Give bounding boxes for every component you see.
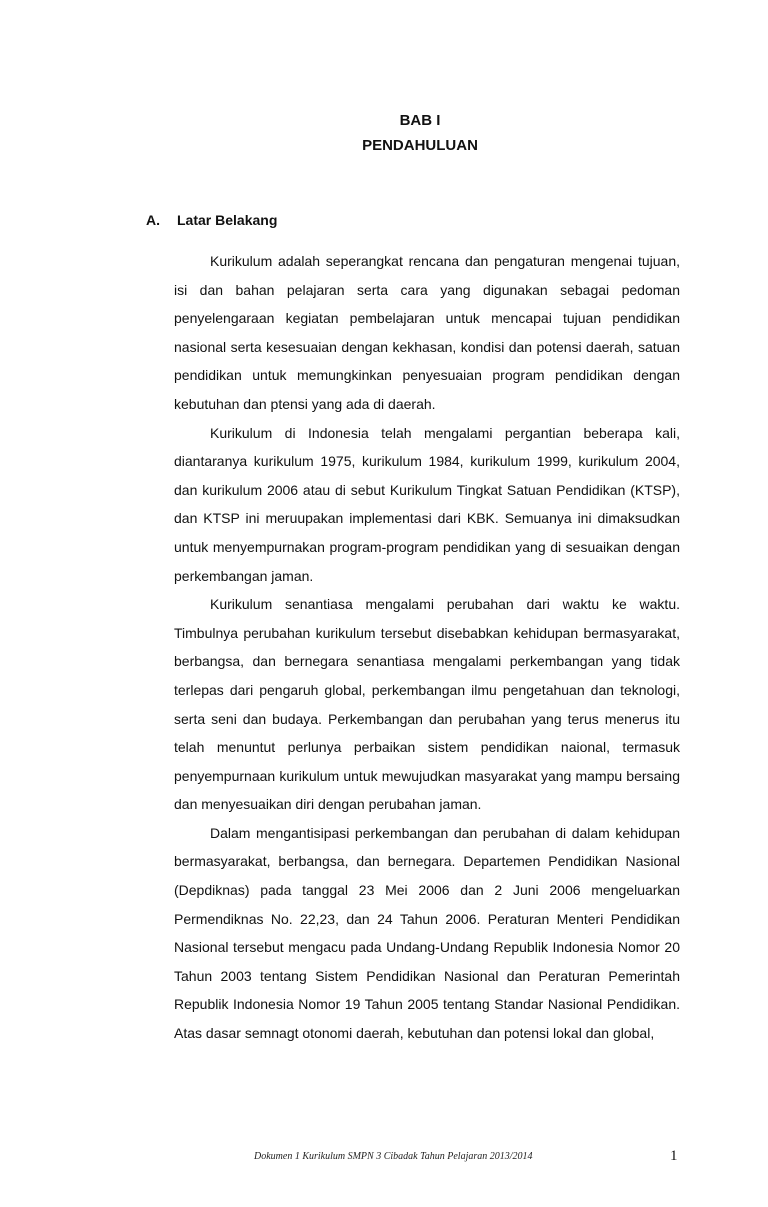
paragraph: Kurikulum di Indonesia telah mengalami pergantian beberapa kali, diantaranya kurikulum 1975, kurikulum 1984, kurikulum 1999, kurikulum 2004, dan kurikulum 2006 atau di sebut Kurikulum Tingkat Satuan Pendidikan (KTSP), dan KTSP ini meruupakan implementasi dari KBK. Semuanya ini dimaksudkan untuk menyempurnakan program-program pendidikan yang di sesuaikan dengan perkembangan jaman. [174, 424, 680, 584]
section-heading [146, 211, 277, 229]
body-text [174, 247, 680, 1048]
paragraph: Kurikulum senantiasa mengalami perubahan dari waktu ke waktu. Timbulnya perubahan kurikulum tersebut disebabkan kehidupan bermasyarakat, berbangsa, dan bernegara senantiasa mengalami perkembangan yang tidak terlepas dari pengaruh global, perkembangan ilmu pengetahuan dan teknologi, serta seni dan budaya. Perkembangan dan perubahan yang terus menerus itu telah menuntut perlunya perbaikan sistem pendidikan naional, termasuk penyempurnaan kurikulum untuk mewujudkan masyarakat yang mampu bersaing dan menyesuaikan diri dengan perubahan jaman. [174, 596, 680, 813]
page-footer: Dokumen 1 Kurikulum SMPN 3 Cibadak Tahun Pelajaran 2013/2014 [254, 1151, 533, 1162]
chapter-title: PENDAHULUAN [362, 137, 478, 154]
page-number: 1 [670, 1148, 678, 1164]
paragraph: Kurikulum adalah seperangkat rencana dan pengaturan mengenai tujuan, isi dan bahan pelajaran serta cara yang digunakan sebagai pedoman penyelengaraan kegiatan pembelajaran untuk mencapai tujuan pendidikan nasional serta kesesuaian dengan kekhasan, kondisi dan potensi daerah, satuan pendidikan untuk memungkinkan penyesuaian program pendidikan dengan kebutuhan dan ptensi yang ada di daerah. [174, 253, 680, 412]
section-letter: A. [146, 212, 160, 228]
chapter-heading: BAB I [399, 112, 441, 129]
section-title: Latar Belakang [177, 212, 278, 228]
paragraph: Dalam mengantisipasi perkembangan dan perubahan di dalam kehidupan bermasyarakat, berbangsa, dan bernegara. Departemen Pendidikan Nasional (Depdiknas) pada tanggal 23 Mei 2006 dan 2 Juni 2006 mengeluarkan Permendiknas No. 22,23, dan 24 Tahun 2006. Peraturan Menteri Pendidikan Nasional tersebut mengacu pada Undang-Undang Republik Indonesia Nomor 20 Tahun 2003 tentang Sistem Pendidikan Nasional dan Peraturan Pemerintah Republik Indonesia Nomor 19 Tahun 2005 tentang Standar Nasional Pendidikan. Atas dasar semnagt otonomi daerah, kebutuhan dan potensi lokal dan global, [174, 824, 680, 1042]
